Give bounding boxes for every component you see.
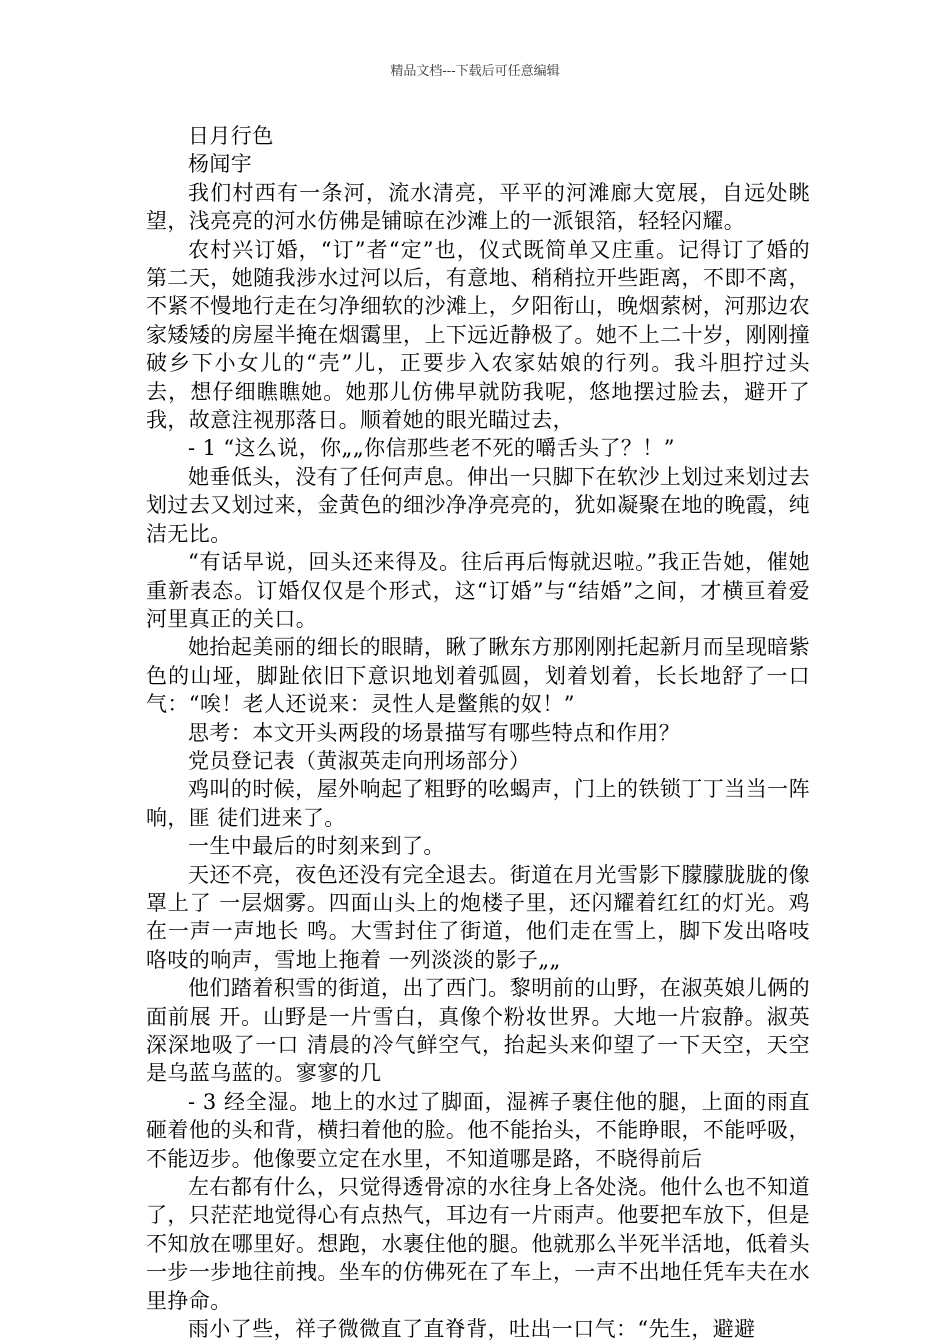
paragraph: “有话早说，回头还来得及。往后再后悔就迟啦。”我正告她，催她重新表态。订婚仅仅是个形式，这“订婚”与“结婚”之间，才横亘着爱河里真正的关口。: [146, 550, 810, 631]
paragraph: 天还不亮，夜色还没有完全退去。街道在月光雪影下朦朦胧胧的像罩上了 一层烟雾。四面山头上的炮楼子里，还闪耀着红红的灯光。鸡在一声一声地长 鸣。大雪封住了街道，他们走在雪上，脚下发出咯吱咯吱的响声，雪地上拖着 一列淡淡的影子„„: [146, 862, 810, 972]
document-body: [146, 122, 810, 1343]
paragraph: - 1 “这么说，你„„你信那些老不死的嚼舌头了？！”: [188, 436, 675, 461]
article-author: 杨闻宇: [188, 152, 253, 177]
paragraph: 她抬起美丽的细长的眼睛，瞅了瞅东方那刚刚托起新月而呈现暗紫色的山垭，脚趾依旧下意识地划着弧圆，划着划着，长长地舒了一口气：“唉！老人还说来：灵性人是鳖熊的奴！”: [146, 635, 810, 717]
paragraph: 雨小了些，祥子微微直了直脊背，吐出一口气：“先生，避避: [188, 1317, 756, 1342]
article-title: 日月行色: [188, 124, 274, 148]
paragraph: 一生中最后的时刻来到了。: [188, 834, 445, 859]
paragraph: 鸡叫的时候，屋外响起了粗野的吆蝎声，门上的铁锁丁丁当当一阵响，匪 徒们进来了。: [146, 777, 810, 830]
paragraph: 左右都有什么，只觉得透骨凉的水往身上各处浇。他什么也不知道了，只茫茫地觉得心有点热气，耳边有一片雨声。他要把车放下，但是不知放在哪里好。想跑，水裹住他的腿。他就那么半死半活地，低着头一步一步地往前拽。坐车的仿佛死在了车上，一声不出地任凭车夫在水里挣命。: [146, 1175, 810, 1313]
question: 思考：本文开头两段的场景描写有哪些特点和作用？: [188, 720, 681, 745]
paragraph: 她垂低头，没有了任何声息。伸出一只脚下在软沙上划过来划过去划过去又划过来，金黄色的细沙净净亮亮的，犹如凝聚在地的晚霞，纯洁无比。: [146, 464, 810, 546]
section-title: 党员登记表（黄淑英走向刑场部分）: [188, 748, 531, 773]
paragraph: - 3 经全湿。地上的水过了脚面，湿裤子裹住他的腿，上面的雨直砸着他的头和背，横扫着他的脸。他不能抬头，不能睁眼，不能呼吸，不能迈步。他像要立定在水里，不知道哪是路，不晓得前后: [146, 1089, 810, 1171]
paragraph: 他们踏着积雪的街道，出了西门。黎明前的山野，在淑英娘儿俩的面前展 开。山野是一片雪白，真像个粉妆世界。大地一片寂静。淑英深深地吸了一口 清晨的冷气鲜空气，抬起头来仰望了一下天空，天空是乌蓝乌蓝的。寥寥的几: [146, 976, 810, 1086]
paragraph: 我们村西有一条河，流水清亮，平平的河滩廊大宽展，自远处眺望，浅亮亮的河水仿佛是铺晾在沙滩上的一派银箔，轻轻闪耀。: [146, 180, 810, 234]
paragraph: 农村兴订婚，“订”者“定”也，仪式既简单又庄重。记得订了婚的第二天，她随我涉水过河以后，有意地、稍稍拉开些距离，不即不离，不紧不慢地行走在匀净细软的沙滩上，夕阳衔山，晚烟萦树，河那边农家矮矮的房屋半掩在烟霭里，上下远近静极了。她不上二十岁，刚刚撞破乡下小女儿的“壳”儿，正要步入农家姑娘的行列。我斗胆拧过头去，想仔细瞧瞧她。她那儿仿佛早就防我呢，悠地摆过脸去，避开了我，故意注视那落日。顺着她的眼光瞄过去，: [146, 237, 810, 433]
page-header: 精品文档---下载后可任意编辑: [390, 64, 560, 79]
